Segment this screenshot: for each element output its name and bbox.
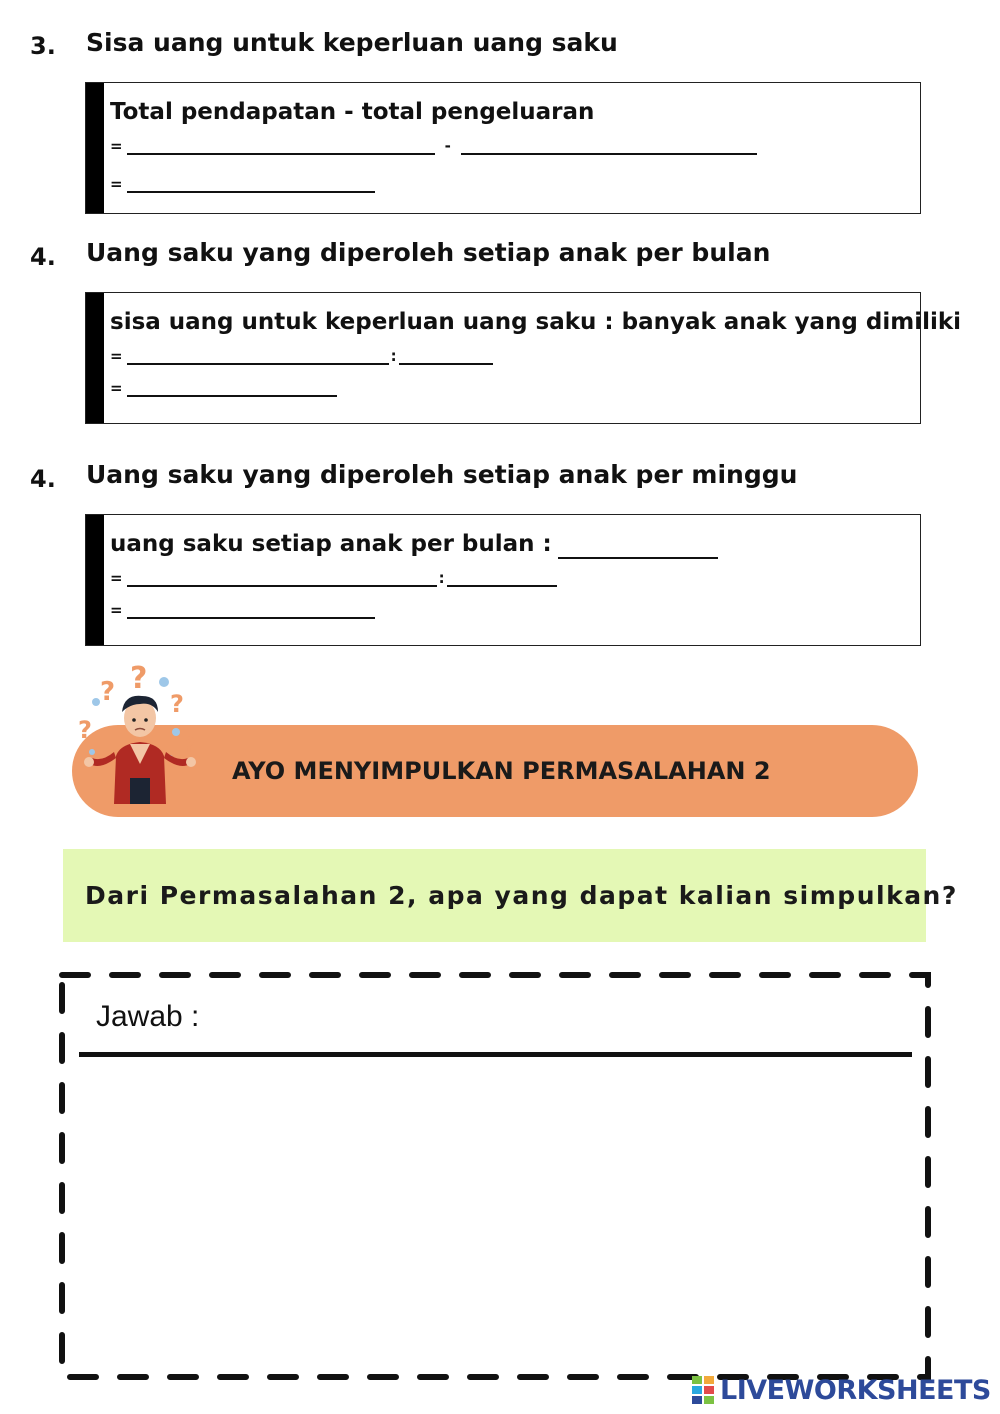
answer-row [110, 165, 910, 193]
answer-underline [79, 1052, 912, 1057]
fill-in-blank[interactable] [558, 537, 718, 559]
liveworksheets-logo-icon [692, 1376, 716, 1404]
formula-text: Total pendapatan - total pengeluaran [110, 99, 595, 125]
equals-sign: = [110, 347, 123, 365]
fill-in-blank[interactable] [127, 603, 375, 619]
section-title: Uang saku yang diperoleh setiap anak per minggu [86, 460, 798, 489]
equals-sign: = [110, 137, 123, 155]
svg-text:?: ? [78, 716, 92, 744]
logo-text: LIVEWORKSHEETS [720, 1374, 991, 1406]
liveworksheets-logo [692, 1374, 991, 1406]
svg-text:?: ? [130, 661, 148, 696]
question-panel [63, 849, 958, 942]
section-title: Sisa uang untuk keperluan uang saku [86, 28, 618, 57]
svg-text:?: ? [170, 690, 184, 718]
section-number: 3. [30, 32, 56, 60]
formula-text: uang saku setiap anak per bulan : [110, 531, 552, 557]
section-number: 4. [30, 465, 56, 493]
formula-text: sisa uang untuk keperluan uang saku : banyak anak yang dimiliki [110, 309, 962, 335]
equals-sign: = [110, 379, 123, 397]
equals-sign: = [110, 601, 123, 619]
box-accent-bar [86, 83, 104, 213]
answer-row [110, 369, 910, 397]
section-number: 4. [30, 243, 56, 271]
box-accent-bar [86, 293, 104, 423]
answer-row [110, 559, 910, 587]
fill-in-blank[interactable] [399, 349, 493, 365]
answer-row [110, 127, 910, 155]
box-accent-bar [86, 515, 104, 645]
fill-in-blank[interactable] [127, 381, 337, 397]
minus-sign: - [444, 137, 451, 155]
fill-in-blank[interactable] [127, 139, 435, 155]
equals-sign: = [110, 569, 123, 587]
formula-box [85, 292, 962, 424]
svg-text:?: ? [184, 733, 196, 757]
section-title: Uang saku yang diperoleh setiap anak per bulan [86, 238, 771, 267]
equals-sign: = [110, 175, 123, 193]
answer-label: Jawab : [96, 1000, 200, 1033]
fill-in-blank[interactable] [127, 571, 437, 587]
fill-in-blank[interactable] [461, 139, 757, 155]
svg-text:?: ? [100, 677, 116, 707]
division-sign: : [438, 569, 445, 587]
fill-in-blank[interactable] [127, 177, 375, 193]
answer-input-area[interactable] [90, 1070, 900, 1350]
division-sign: : [390, 347, 397, 365]
question-text: Dari Permasalahan 2, apa yang dapat kalian simpulkan? [85, 881, 958, 910]
formula-box [85, 82, 921, 214]
formula-box [85, 514, 921, 646]
answer-row [110, 591, 910, 619]
formula-line [110, 529, 910, 559]
banner-title: AYO MENYIMPULKAN PERMASALAHAN 2 [232, 757, 771, 785]
confused-person-icon [72, 660, 212, 820]
answer-row [110, 337, 910, 365]
fill-in-blank[interactable] [447, 571, 557, 587]
fill-in-blank[interactable] [127, 349, 389, 365]
